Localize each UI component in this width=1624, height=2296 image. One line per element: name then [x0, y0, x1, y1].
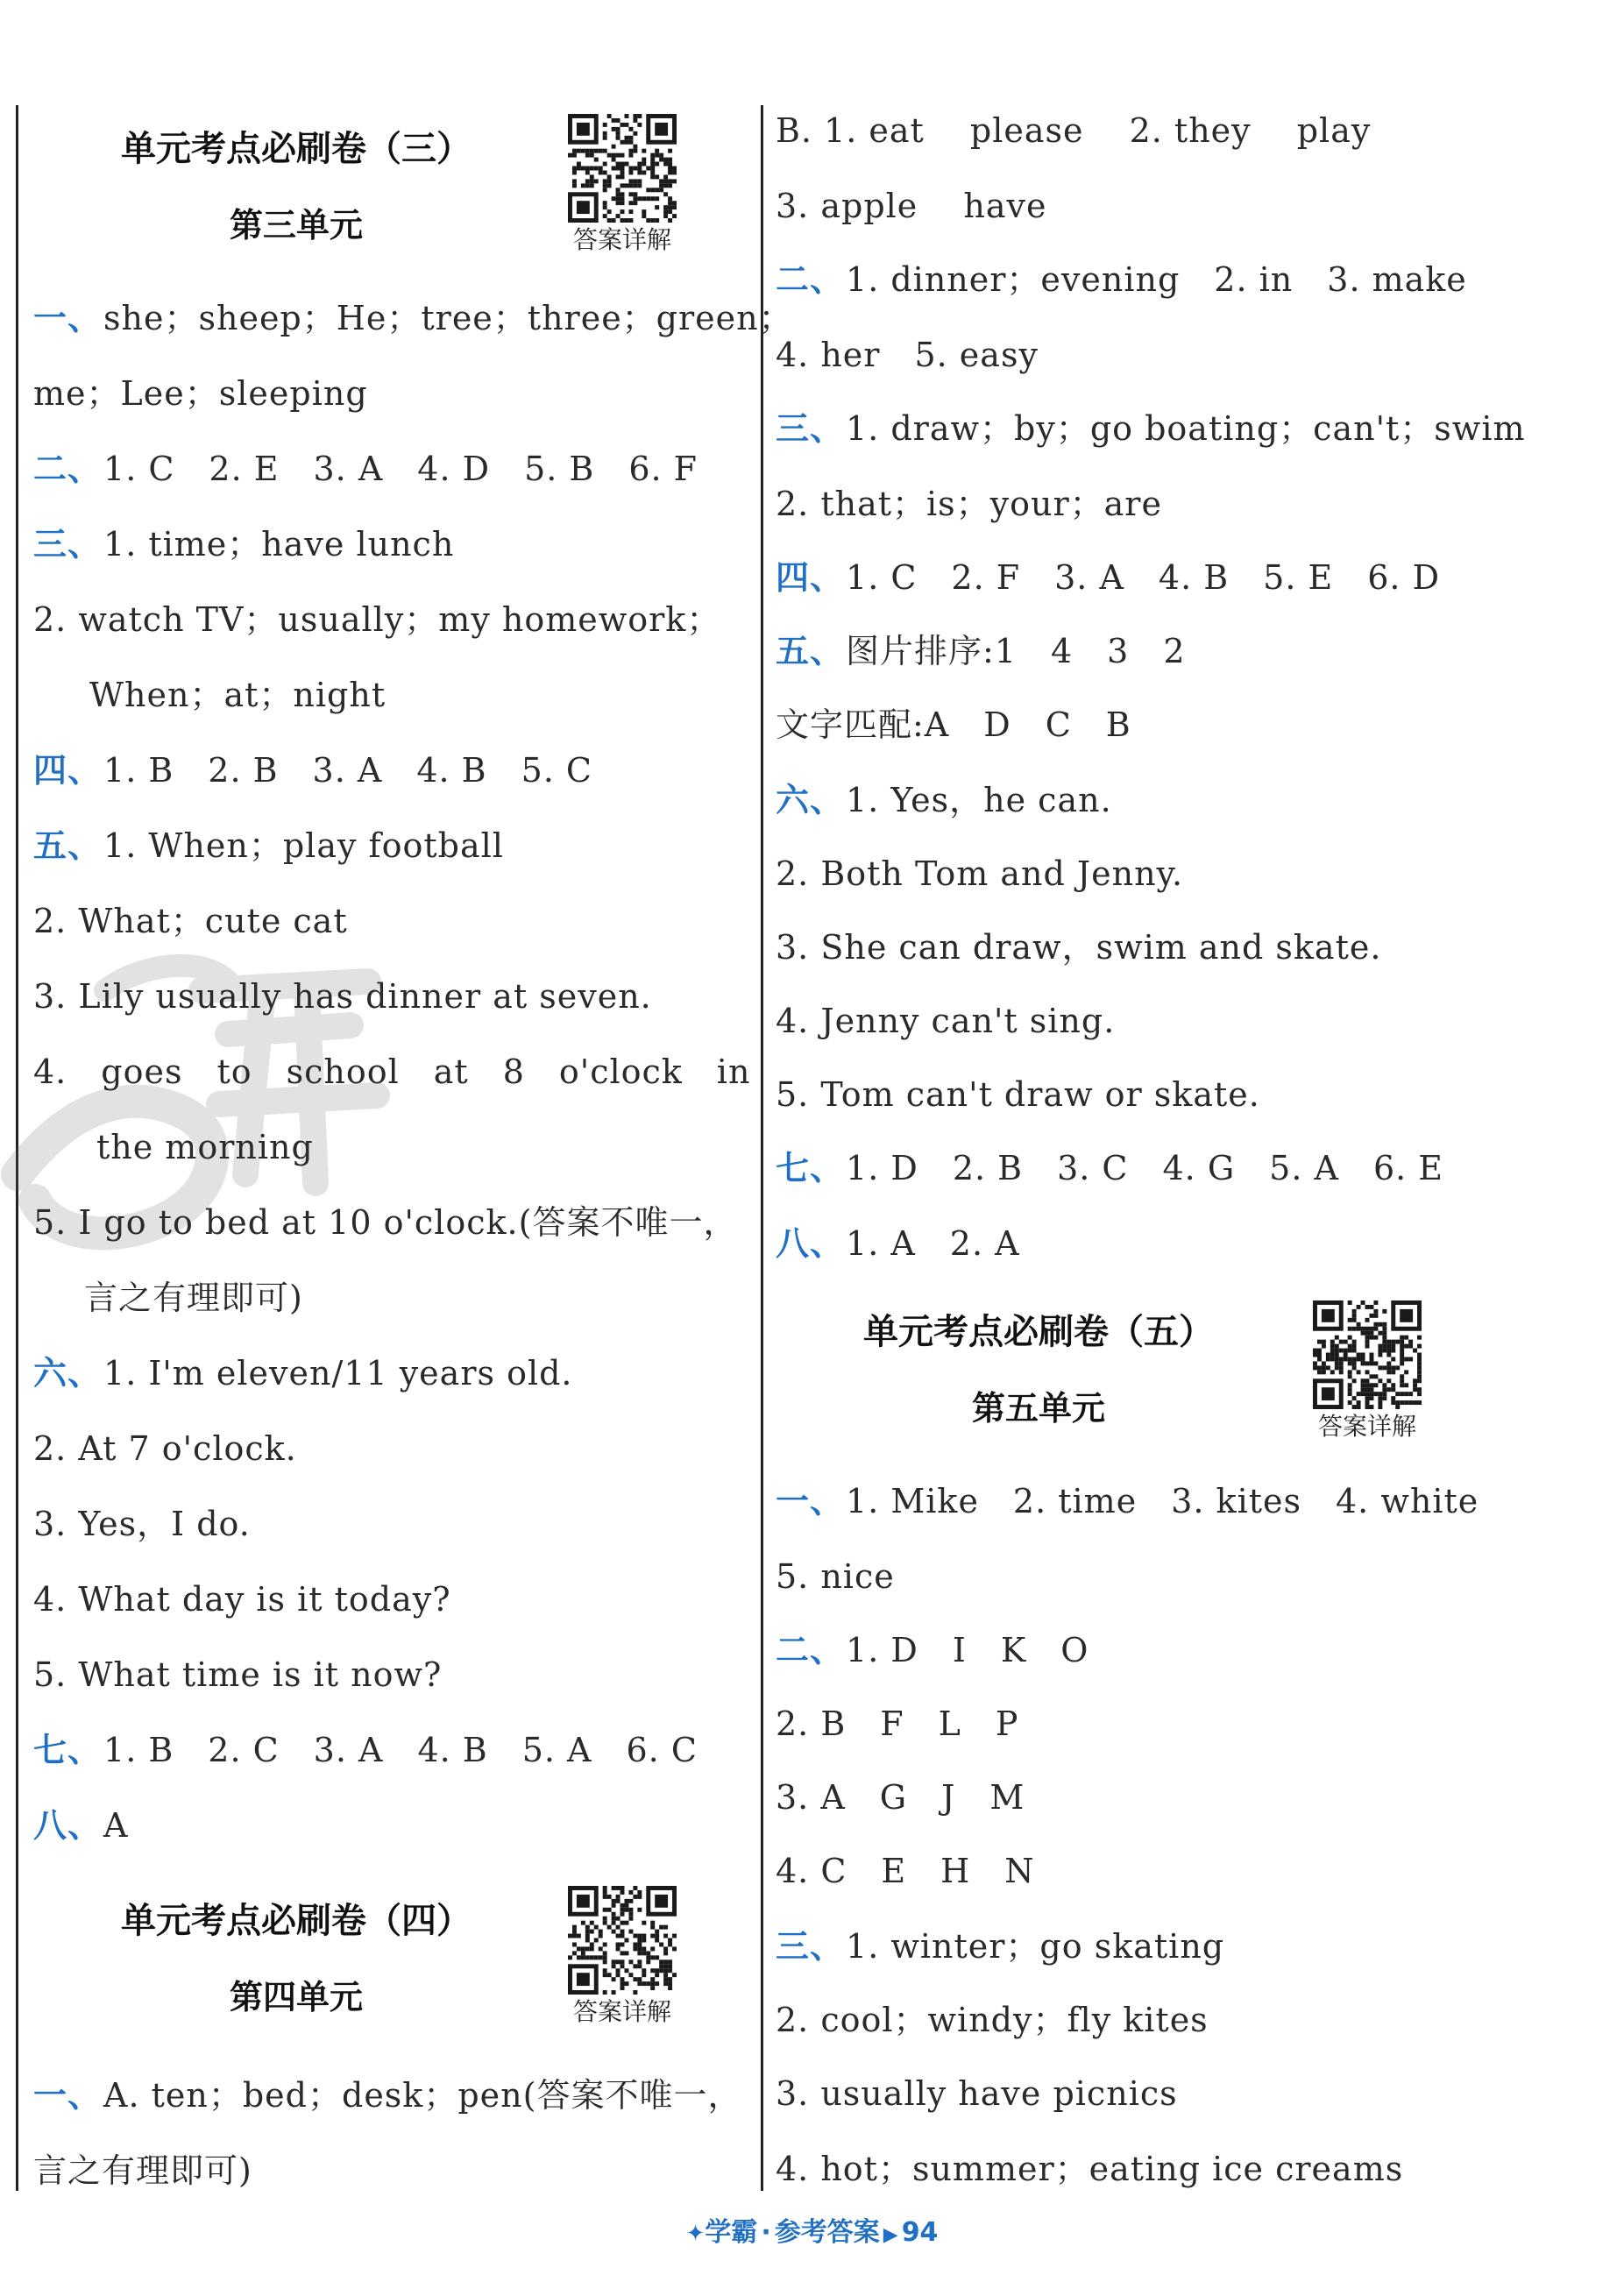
- qr-caption: 答案详解: [572, 225, 671, 254]
- section-marker: 六、: [776, 781, 845, 819]
- answer-line: [33, 1728, 698, 1772]
- section-marker: 七、: [776, 1149, 845, 1187]
- answer-text: 5. Tom can't draw or skate.: [776, 1075, 1260, 1114]
- section-marker: 五、: [33, 826, 103, 865]
- answer-text: 3. Yes，I do.: [33, 1505, 251, 1543]
- answer-text: 1. A 2. A: [846, 1224, 1020, 1263]
- section-marker: 三、: [776, 409, 845, 448]
- answer-line: [33, 296, 793, 340]
- answer-line: [776, 482, 1162, 526]
- answer-text: 3. usually have picnics: [776, 2074, 1178, 2113]
- answer-line: [33, 1502, 251, 1546]
- answer-line: [776, 333, 1039, 377]
- section-marker: 八、: [776, 1224, 845, 1263]
- answer-text: 2. cool；windy；fly kites: [776, 2001, 1209, 2039]
- answer-line: [776, 1702, 1018, 1746]
- answer-text: 2. that；is；your；are: [776, 485, 1162, 523]
- answer-text: 1. D I K O: [846, 1631, 1089, 1669]
- answer-text: 言之有理即可): [33, 2151, 252, 2190]
- answer-line: [33, 1803, 128, 1847]
- answer-text: A: [103, 1806, 129, 1845]
- answer-text: 1. Yes，he can.: [846, 781, 1112, 819]
- answer-line: [33, 1653, 442, 1697]
- answer-text: 2. What；cute cat: [33, 902, 348, 940]
- answer-text: 文字匹配:A D C B: [776, 705, 1131, 744]
- footer-brand: 学霸: [705, 2217, 758, 2248]
- answer-text: 3. Lily usually has dinner at seven.: [33, 977, 652, 1016]
- answer-text: 4. her 5. easy: [776, 336, 1039, 374]
- answer-line: [84, 1276, 303, 1320]
- answer-text: 1. C 2. E 3. A 4. D 5. B 6. F: [103, 450, 699, 488]
- answer-line: [776, 1479, 1479, 1523]
- answer-text: 1. Mike 2. time 3. kites 4. white: [846, 1482, 1479, 1520]
- answer-text: 5. What time is it now?: [33, 1655, 443, 1694]
- answer-text: B. 1. eat please 2. they play: [776, 111, 1372, 150]
- page-number: 94: [901, 2217, 939, 2248]
- answer-line: [776, 1998, 1209, 2042]
- answer-line: [776, 2147, 1403, 2191]
- answer-line: [33, 1577, 451, 1621]
- section-title: 单元考点必刷卷（五）: [863, 1312, 1214, 1352]
- section-marker: 一、: [33, 299, 103, 337]
- answer-line: [96, 1125, 314, 1169]
- answer-line: [33, 2149, 252, 2193]
- graduation-cap-icon: ✦: [685, 2221, 706, 2247]
- section-marker: 一、: [776, 1482, 845, 1520]
- answer-text: 5. nice: [776, 1557, 895, 1596]
- section-marker: 三、: [776, 1927, 845, 1966]
- answer-text: 4. What day is it today?: [33, 1580, 451, 1619]
- qr-block[interactable]: [1306, 1300, 1429, 1442]
- answer-text: 3. apple have: [776, 187, 1047, 225]
- answer-line: [89, 673, 386, 717]
- answer-text: A. ten；bed；desk；pen(答案不唯一，: [103, 2076, 742, 2115]
- section-marker: 七、: [33, 1731, 103, 1769]
- answer-line: [776, 778, 1112, 822]
- answer-text: 2. watch TV；usually；my homework；: [33, 600, 721, 639]
- page-footer: [0, 2215, 1624, 2253]
- answer-line: [776, 629, 1186, 673]
- section-marker: 三、: [33, 525, 103, 563]
- answer-line: [776, 1849, 1035, 1893]
- answer-text: 1. draw；by；go boating；can't；swim: [846, 409, 1526, 448]
- footer-separator: ·: [761, 2217, 771, 2248]
- qr-caption: 答案详解: [1317, 1412, 1416, 1441]
- answer-text: 1. When；play football: [103, 826, 504, 865]
- answer-line: [776, 1924, 1224, 1968]
- answer-text: 1. winter；go skating: [846, 1927, 1225, 1966]
- section-marker: 二、: [33, 450, 103, 488]
- qr-code-icon[interactable]: [568, 1886, 677, 1995]
- answer-text: 1. C 2. F 3. A 4. B 5. E 6. D: [846, 558, 1441, 597]
- answer-line: [33, 1351, 573, 1395]
- section-title: 单元考点必刷卷（三）: [121, 129, 472, 169]
- answer-text: 1. dinner；evening 2. in 3. make: [846, 260, 1467, 299]
- answer-text: 4. Jenny can't sing.: [776, 1002, 1116, 1040]
- qr-block[interactable]: [561, 1886, 684, 2028]
- answer-line: [33, 1201, 737, 1244]
- answer-line: [776, 703, 1131, 747]
- qr-code-icon[interactable]: [1313, 1300, 1422, 1409]
- answer-text: 言之有理即可): [84, 1279, 303, 1317]
- answer-text: 1. D 2. B 3. C 4. G 5. A 6. E: [846, 1149, 1444, 1187]
- answer-text: 3. She can draw，swim and skate.: [776, 928, 1382, 967]
- unit-heading: 第五单元: [971, 1389, 1105, 1428]
- qr-caption: 答案详解: [572, 1997, 671, 2026]
- answer-line: [776, 109, 1371, 152]
- answer-text: the morning: [96, 1128, 314, 1166]
- answer-line: [33, 522, 454, 566]
- section-marker: 二、: [776, 260, 845, 299]
- answer-line: [776, 556, 1440, 599]
- answer-line: [776, 1146, 1443, 1190]
- unit-heading: 第四单元: [229, 1978, 363, 2016]
- answer-text: 图片排序:1 4 3 2: [846, 632, 1186, 670]
- answer-text: 2. At 7 o'clock.: [33, 1429, 297, 1468]
- section-marker: 六、: [33, 1354, 103, 1392]
- answer-text: 2. Both Tom and Jenny.: [776, 854, 1184, 893]
- answer-text: 3. A G J M: [776, 1778, 1025, 1817]
- answer-line: [776, 184, 1046, 228]
- triangle-arrow-icon: ▶: [883, 2224, 898, 2246]
- answer-text: 1. time；have lunch: [103, 525, 455, 563]
- answer-line: [776, 999, 1115, 1043]
- answer-line: [776, 1775, 1025, 1819]
- answer-line: [33, 2073, 741, 2117]
- answer-line: [776, 1555, 895, 1598]
- answer-line: [776, 407, 1526, 450]
- answer-text: 5. I go to bed at 10 o'clock.(答案不唯一，: [33, 1203, 738, 1242]
- qr-code-icon[interactable]: [568, 114, 677, 223]
- answer-line: [33, 447, 698, 491]
- answer-line: [776, 1222, 1020, 1265]
- answer-line: [776, 258, 1467, 301]
- answer-text: 4. C E H N: [776, 1852, 1035, 1890]
- answer-text: 2. B F L P: [776, 1704, 1019, 1743]
- answer-text: 4. goes to school at 8 o'clock in: [33, 1052, 751, 1091]
- answer-line: [33, 598, 720, 641]
- answer-line: [776, 2072, 1178, 2115]
- answer-line: [33, 1050, 750, 1094]
- footer-label: 参考答案: [774, 2217, 880, 2248]
- answer-line: [33, 824, 504, 868]
- answer-line: [33, 748, 592, 792]
- section-marker: 八、: [33, 1806, 103, 1845]
- answer-line: [776, 1073, 1260, 1116]
- answer-text: she；sheep；He；tree；three；green；: [103, 299, 793, 337]
- answer-text: me；Lee；sleeping: [33, 374, 368, 413]
- column-divider: [761, 105, 763, 2191]
- answer-line: [33, 974, 652, 1018]
- answer-text: 1. B 2. B 3. A 4. B 5. C: [103, 751, 592, 790]
- answer-line: [776, 925, 1381, 969]
- qr-block[interactable]: [561, 114, 684, 256]
- section-marker: 五、: [776, 632, 845, 670]
- section-marker: 四、: [776, 558, 845, 597]
- section-title: 单元考点必刷卷（四）: [121, 1901, 472, 1941]
- answer-text: When；at；night: [89, 676, 386, 714]
- answer-text: 1. B 2. C 3. A 4. B 5. A 6. C: [103, 1731, 698, 1769]
- section-marker: 四、: [33, 751, 103, 790]
- answer-line: [33, 1427, 297, 1470]
- answer-text: 1. I'm eleven/11 years old.: [103, 1354, 573, 1392]
- answer-line: [33, 899, 348, 943]
- section-marker: 二、: [776, 1631, 845, 1669]
- answer-line: [776, 852, 1183, 896]
- answer-line: [776, 1628, 1089, 1672]
- answer-line: [33, 372, 368, 415]
- section-marker: 一、: [33, 2076, 103, 2115]
- unit-heading: 第三单元: [229, 206, 363, 244]
- answer-text: 4. hot；summer；eating ice creams: [776, 2150, 1404, 2188]
